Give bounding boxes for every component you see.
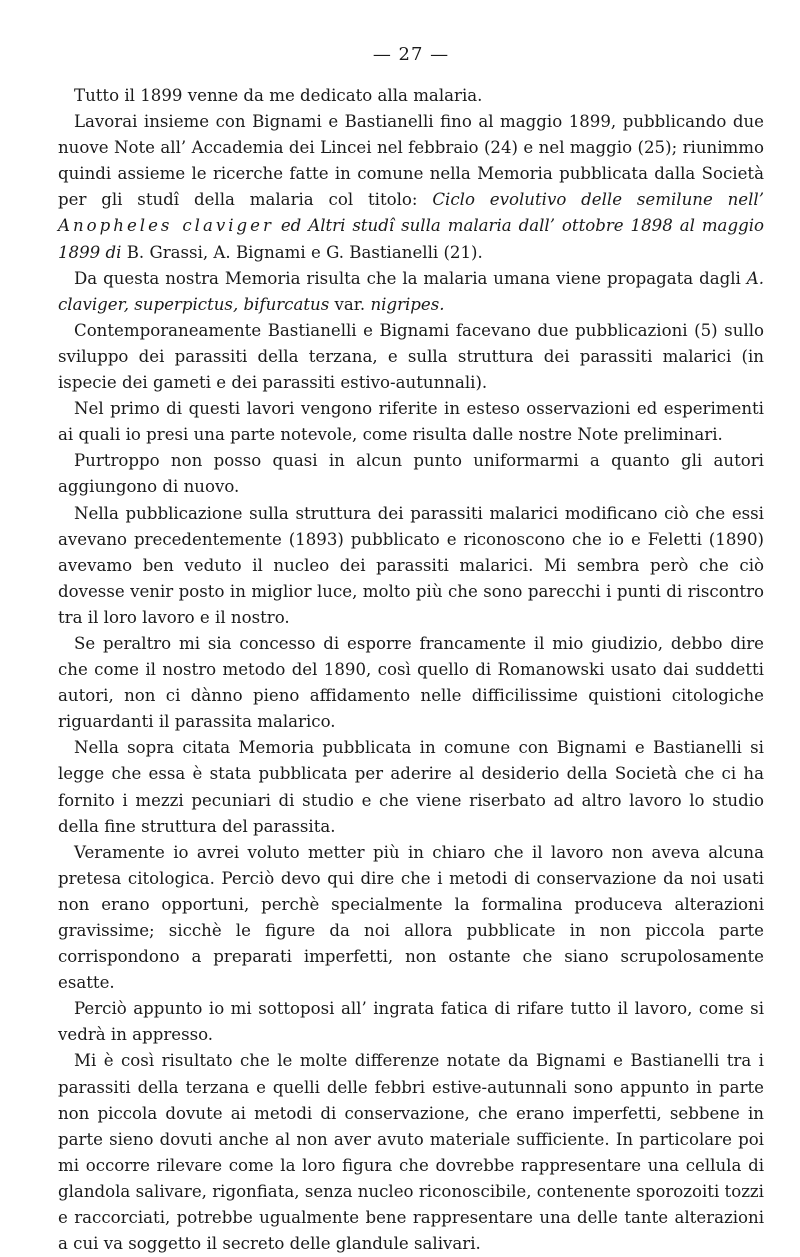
paragraph	[58, 266, 764, 318]
text-run: Se peraltro mi sia concesso di esporre francamente il mio giudizio, debbo dire che come il nostro metodo del 1890, così quello di Romanowski usato dai suddetti autori, non ci dànno pieno affidamento nelle difficilissime quistioni citologiche riguardanti il parassita malarico.	[58, 633, 764, 732]
italic-text: Ciclo evolutivo delle semilune nell’	[432, 190, 765, 210]
text-run: Nella sopra citata Memoria pubblicata in comune con Bignami e Bastianelli si legge che essa è stata pubblicata per aderire al desiderio della Società che ci ha fornito i mezzi pecuniari di studio e che viene riserbato ad altro lavoro lo studio della fine struttura del parassita.	[58, 738, 764, 836]
text-run: Contemporaneamente Bastianelli e Bignami facevano due pubblicazioni (5) sullo sviluppo dei parassiti della terzana, e sulla struttura dei parassiti malarici (in ispecie dei gameti e dei parassiti estivo-autunnali).	[58, 320, 764, 393]
paragraph	[58, 448, 764, 500]
paragraph	[58, 996, 764, 1048]
page-number: — 27 —	[372, 44, 450, 65]
paragraph	[58, 1048, 764, 1257]
paragraph	[58, 735, 764, 839]
paragraph	[58, 501, 764, 631]
paragraph	[58, 318, 764, 396]
paragraph	[58, 840, 764, 997]
paragraph	[58, 83, 764, 109]
italic-text: Anopheles claviger	[58, 216, 274, 236]
paragraph	[58, 396, 764, 448]
paragraph	[58, 631, 764, 735]
italic-text: nigripes.	[370, 294, 445, 314]
italic-text: A. claviger, superpictus, bifurcatus	[58, 268, 764, 314]
italic-text: ed Altri studî sulla malaria dall’ ottobre 1898 al maggio 1899 di	[58, 216, 764, 262]
text-run: Nel primo di questi lavori vengono riferite in esteso osservazioni ed esperimenti ai quali io presi una parte notevole, come risulta dalle nostre Note preliminari.	[58, 399, 764, 445]
text-run: Purtroppo non posso quasi in alcun punto uniformarmi a quanto gli autori aggiungono di nuovo.	[58, 451, 764, 497]
text-run: Tutto il 1899 venne da me dedicato alla malaria.	[74, 86, 483, 105]
text-run: Da questa nostra Memoria risulta che la malaria umana viene propagata dagli	[74, 268, 747, 288]
body-text	[58, 83, 764, 1257]
paragraph	[58, 109, 764, 266]
text-run: var.	[329, 294, 371, 314]
text-run: B. Grassi, A. Bignami e G. Bastianelli (21).	[121, 242, 483, 262]
text-run: Veramente io avrei voluto metter più in chiaro che il lavoro non aveva alcuna pretesa citologica. Perciò devo qui dire che i metodi di conservazione da noi usati non erano opportuni, perchè specialmente la formalina produceva alterazioni gravissime; sicchè le figure da noi allora pubblicate in non piccola parte corrispondono a preparati imperfetti, non ostante che siano scrupolosamente esatte.	[58, 842, 764, 993]
text-run: Perciò appunto io mi sottoposi all’ ingrata fatica di rifare tutto il lavoro, come si vedrà in appresso.	[58, 999, 764, 1045]
text-run: Mi è così risultato che le molte differenze notate da Bignami e Bastianelli tra i parassiti della terzana e quelli delle febbri estive-autunnali sono appunto in parte non piccola dovute ai metodi di conservazione, che erano imperfetti, sebbene in parte sieno dovuti anche al non aver avuto materiale sufficiente. In particolare poi mi occorre rilevare come la loro figura che dovrebbe rappresentare una cellula di glandola salivare, rigonfiata, senza nucleo riconoscibile, contenente sporozoiti tozzi e raccorciati, potrebbe ugualmente bene rappresentare una delle tante alterazioni a cui va soggetto il secreto delle glandule salivari.	[58, 1051, 764, 1254]
text-run: Nella pubblicazione sulla struttura dei parassiti malarici modificano ciò che essi avevano precedentemente (1893) pubblicato e riconoscono che io e Feletti (1890) avevamo ben veduto il nucleo dei parassiti malarici. Mi sembra però che ciò dovesse venir posto in miglior luce, molto più che sono parecchi i punti di riscontro tra il loro lavoro e il nostro.	[58, 503, 764, 627]
text-run: Lavorai insieme con Bignami e Bastianelli fino al maggio 1899, pubblicando due nuove Note all’ Accademia dei Lincei nel febbraio (24) e nel maggio (25); riunimmo quindi assieme le ricerche fatte in comune nella Memoria pubblicata dalla Società per gli studî della malaria col titolo:	[58, 112, 764, 210]
